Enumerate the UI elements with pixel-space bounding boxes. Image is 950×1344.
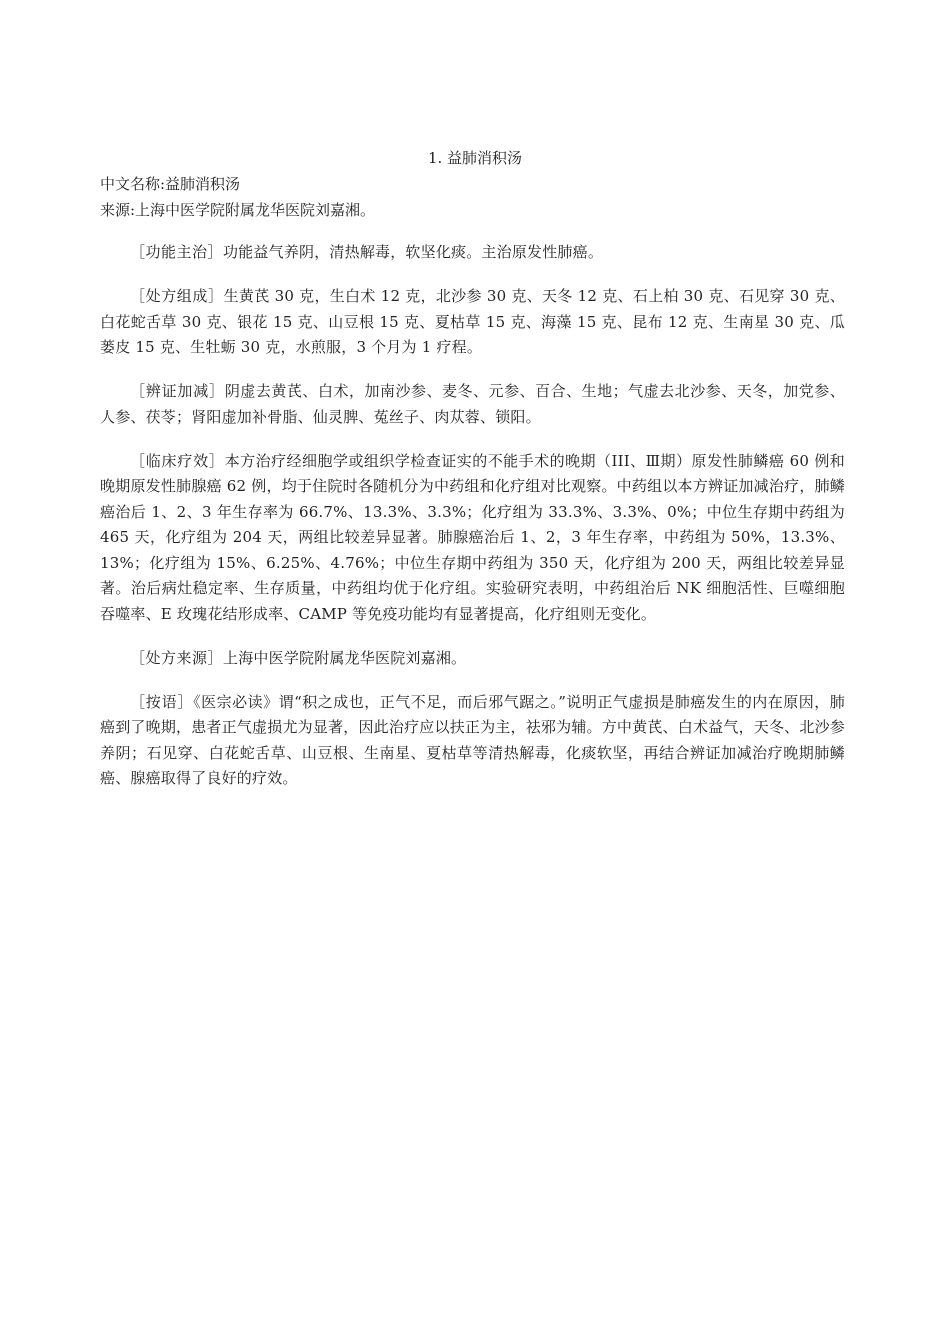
section-function	[100, 240, 845, 266]
section-text: 《医宗必读》谓“积之成也，正气不足，而后邪气踞之。”说明正气虚损是肺癌发生的内在原因，肺癌到了晚期，患者正气虚损尤为显著，因此治疗应以扶正为主，祛邪为辅。方中黄芪、白术益气，天冬、北沙参养阴；石见穿、白花蛇舌草、山豆根、生南星、夏枯草等清热解毒，化痰软坚，再结合辨证加减治疗晚期肺鳞癌、腺癌取得了良好的疗效。	[100, 692, 845, 787]
section-text: 上海中医学院附属龙华医院刘嘉湘。	[223, 648, 467, 667]
section-tag: ［按语］	[130, 692, 194, 711]
section-tag: ［处方组成］	[130, 287, 224, 305]
section-text: 生黄芪 30 克，生白术 12 克，北沙参 30 克、天冬 12 克、石上柏 30 克、石见穿 30 克、白花蛇舌草 30 克、银花 15 克、山豆根 15 克、夏枯草 15 克、海藻 15 克、昆布 12 克、生南星 30 克、瓜蒌皮 15 克、生牡蛎 30 克，水煎服，3 个月为 1 疗程。	[100, 287, 845, 356]
source-line: 来源:上海中医学院附属龙华医院刘嘉湘。	[100, 201, 376, 219]
section-composition	[100, 284, 845, 361]
document-title: 1. 益肺消积汤	[427, 149, 523, 167]
section-tag: ［功能主治］	[130, 243, 224, 261]
section-text: 阴虚去黄芪、白术，加南沙参、麦冬、元参、百合、生地；气虚去北沙参、天冬，加党参、人参、茯苓；肾阳虚加补骨脂、仙灵脾、菟丝子、肉苁蓉、锁阳。	[100, 382, 845, 426]
document-body	[100, 240, 845, 810]
section-tag: ［处方来源］	[130, 648, 224, 667]
section-tag: ［辨证加减］	[130, 382, 225, 400]
section-prescription-source	[100, 646, 845, 672]
section-text: 功能益气养阴，清热解毒，软坚化痰。主治原发性肺癌。	[223, 243, 604, 261]
section-tag: ［临床疗效］	[130, 451, 225, 470]
section-clinical-effect	[100, 449, 845, 628]
section-modification	[100, 379, 845, 430]
section-commentary	[100, 690, 845, 792]
chinese-name-line: 中文名称:益肺消积汤	[100, 175, 241, 193]
section-text: 本方治疗经细胞学或组织学检查证实的不能手术的晚期（III、Ⅲ期）原发性肺鳞癌 60 例和晚期原发性肺腺癌 62 例，均于住院时各随机分为中药组和化疗组对比观察。中药组以本方辨证加减治疗，肺鳞癌治后 1、2、3 年生存率为 66.7%、13.3%、3.3%；化疗组为 33.3%、3.3%、0%；中位生存期中药组为 465 天，化疗组为 204 天，两组比较差异显著。肺腺癌治后 1、2，3 年生存率，中药组为 50%，13.3%、13%；化疗组为 15%、6.25%、4.76%；中位生存期中药组为 350 天，化疗组为 200 天，两组比较差异显著。治后病灶稳定率、生存质量，中药组均优于化疗组。实验研究表明，中药组治后 NK 细胞活性、巨噬细胞吞噬率、E 玫瑰花结形成率、CAMP 等免疫功能均有显著提高，化疗组则无变化。	[100, 451, 845, 623]
